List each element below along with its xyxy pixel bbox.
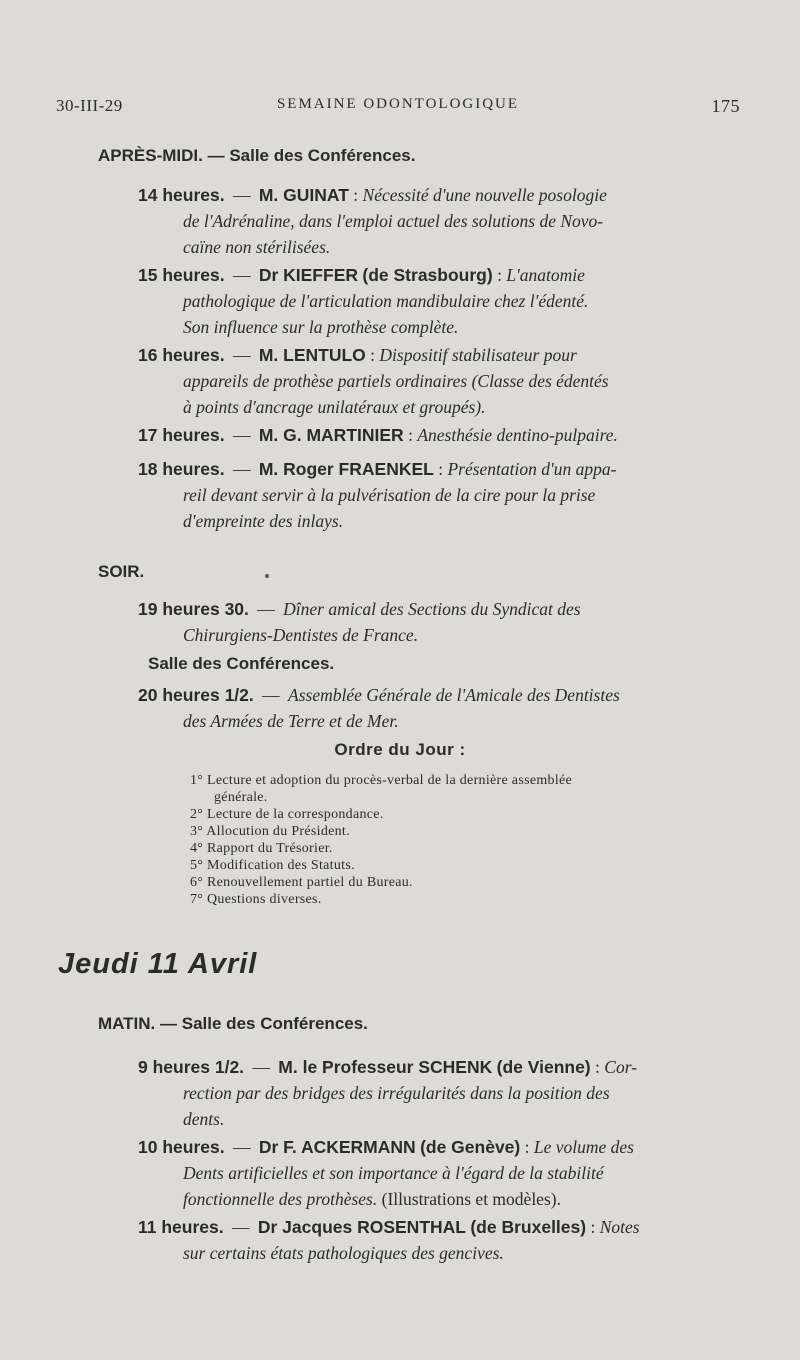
entry-title-line: reil devant servir à la pulvérisation de la cire pour la prise	[183, 485, 596, 505]
entry-speaker: M. G. MARTINIER	[258, 425, 404, 445]
entry-time: 10 heures.	[138, 1137, 225, 1157]
entry-title-line: d'empreinte des inlays.	[183, 511, 344, 531]
agenda-text: générale.	[214, 790, 268, 805]
agenda-item	[190, 874, 760, 891]
entry-colon: :	[524, 1137, 530, 1157]
entry-affiliation: (de Vienne)	[496, 1057, 591, 1077]
page-number: 175	[711, 96, 740, 116]
program-entry: 20 heures 1/2. — Assemblée Générale de l'Amicale des Dentistes des Armées de Terre et de Mer.	[138, 682, 743, 734]
agenda-number: 6°	[190, 875, 204, 890]
agenda-list	[190, 772, 760, 908]
entry-title-line: sur certains états pathologiques des gencives.	[183, 1243, 504, 1263]
agenda-text: Modification des Statuts.	[207, 858, 355, 873]
entry-title-line: Notes	[599, 1217, 640, 1237]
entry-title-line: pathologique de l'articulation mandibulaire chez l'édenté.	[183, 291, 589, 311]
program-entry: 17 heures. — M. G. MARTINIER : Anesthésie dentino-pulpaire.	[138, 425, 618, 445]
running-head	[56, 96, 740, 120]
entry-speaker: Dr KIEFFER	[258, 265, 359, 285]
entry-title-line: Le volume des	[533, 1137, 634, 1157]
agenda-text: Lecture et adoption du procès-verbal de la dernière assemblée	[207, 773, 573, 788]
entry-affiliation: (de Bruxelles)	[470, 1217, 587, 1237]
entry-title-line: Dispositif stabilisateur pour	[379, 345, 577, 365]
agenda-text: Rapport du Trésorier.	[207, 841, 333, 856]
entry-time: 19 heures 30.	[138, 599, 249, 619]
agenda-item	[190, 857, 760, 874]
entry-suffix: (Illustrations et modèles).	[381, 1189, 561, 1209]
entry-title-line: Assemblée Générale de l'Amicale des Dentistes	[288, 685, 620, 705]
agenda-item	[190, 772, 760, 806]
entry-time: 20 heures 1/2.	[138, 685, 254, 705]
program-entry: 18 heures. — M. Roger FRAENKEL : Présentation d'un appa- reil devant servir à la pulvérisation de la cire pour la prise d'empreinte des inlays.	[138, 456, 743, 534]
entry-time: 18 heures.	[138, 459, 225, 479]
entry-colon: :	[497, 265, 502, 285]
agenda-item	[190, 840, 760, 857]
section-room: Salle des Conférences.	[181, 1014, 368, 1033]
entry-colon: :	[370, 345, 376, 365]
entry-speaker: Dr Jacques ROSENTHAL	[257, 1217, 466, 1237]
entry-title-line: à points d'ancrage unilatéraux et groupés).	[183, 397, 486, 417]
entry-affiliation: (de Strasbourg)	[362, 265, 493, 285]
agenda-text: Lecture de la correspondance.	[207, 807, 384, 822]
entry-time: 17 heures.	[138, 425, 225, 445]
agenda-number: 5°	[190, 858, 204, 873]
entry-title-line: appareils de prothèse partiels ordinaires (Classe des édentés	[183, 371, 609, 391]
entry-title-line: de l'Adrénaline, dans l'emploi actuel des solutions de Novo-	[183, 211, 604, 231]
program-entry: 11 heures. — Dr Jacques ROSENTHAL (de Bruxelles) : Notes sur certains états pathologiques des gencives.	[138, 1214, 743, 1266]
header-journal: SEMAINE ODONTOLOGIQUE	[276, 96, 520, 112]
entry-title-line: Dents artificielles et son importance à l'égard de la stabilité	[183, 1163, 604, 1183]
entry-title-line: des Armées de Terre et de Mer.	[183, 711, 399, 731]
entry-title-line: L'anatomie	[506, 265, 585, 285]
entry-title-line: Anesthésie dentino-pulpaire.	[417, 425, 618, 445]
header-date: 30-III-29	[56, 96, 123, 115]
entry-speaker: M. LENTULO	[258, 345, 366, 365]
entry-time: 16 heures.	[138, 345, 225, 365]
entry-title-line: Présentation d'un appa-	[447, 459, 617, 479]
entry-colon: :	[438, 459, 444, 479]
agenda-item	[190, 891, 760, 908]
section-dash: —	[207, 146, 225, 165]
section-matin	[98, 1014, 368, 1034]
decorative-dot	[265, 574, 269, 578]
program-entry: 19 heures 30. — Dîner amical des Sections du Syndicat des Chirurgiens-Dentistes de France.	[138, 596, 743, 648]
agenda-number: 1°	[190, 773, 204, 788]
program-entry: 9 heures 1/2. — M. le Professeur SCHENK (de Vienne) : Cor- rection par des bridges des irrégularités dans la position des dents.	[138, 1054, 743, 1132]
agenda-number: 4°	[190, 841, 204, 856]
section-apres-midi	[98, 146, 415, 166]
entry-title-line: Dîner amical des Sections du Syndicat des	[283, 599, 581, 619]
program-entry: 16 heures. — M. LENTULO : Dispositif stabilisateur pour appareils de prothèse partiels ordinaires (Classe des édentés à points d'ancrage unilatéraux et groupés).	[138, 342, 743, 420]
entry-time: 15 heures.	[138, 265, 225, 285]
entry-title-line: fonctionnelle des prothèses.	[183, 1189, 378, 1209]
entry-colon: :	[595, 1057, 600, 1077]
entry-speaker: M. Roger FRAENKEL	[258, 459, 434, 479]
program-entry: 10 heures. — Dr F. ACKERMANN (de Genève) : Le volume des Dents artificielles et son importance à l'égard de la stabilité fonctionnelle des prothèses. (Illustrations et modèles).	[138, 1134, 743, 1212]
agenda-item	[190, 823, 760, 840]
entry-title-line: Chirurgiens-Dentistes de France.	[183, 625, 419, 645]
section-label: MATIN.	[98, 1014, 156, 1033]
agenda-text: Questions diverses.	[207, 892, 322, 907]
agenda-text: Allocution du Président.	[206, 824, 350, 839]
entry-speaker: Dr F. ACKERMANN	[258, 1137, 416, 1157]
section-room: Salle des Conférences.	[229, 146, 416, 165]
entry-speaker: M. le Professeur SCHENK	[278, 1057, 493, 1077]
entry-colon: :	[590, 1217, 596, 1237]
program-entry: 14 heures. — M. GUINAT : Nécessité d'une nouvelle posologie de l'Adrénaline, dans l'emploi actuel des solutions de Novo- caïne non stérilisées.	[138, 182, 743, 260]
room-subheading: Salle des Conférences.	[148, 654, 335, 673]
section-dash: —	[160, 1014, 178, 1033]
day-title: Jeudi 11 Avril	[58, 948, 258, 980]
ordre-du-jour-heading: Ordre du Jour :	[334, 740, 466, 759]
entry-title-line: Cor-	[604, 1057, 637, 1077]
agenda-number: 3°	[190, 824, 204, 839]
entry-time: 11 heures.	[138, 1217, 224, 1237]
entry-title-line: Son influence sur la prothèse complète.	[183, 317, 459, 337]
entry-title-line: rection par des bridges des irrégularités dans la position des	[183, 1083, 610, 1103]
section-soir: SOIR.	[98, 562, 145, 581]
entry-title-line: caïne non stérilisées.	[183, 237, 331, 257]
agenda-text: Renouvellement partiel du Bureau.	[207, 875, 413, 890]
entry-title-line: dents.	[183, 1109, 225, 1129]
entry-colon: :	[408, 425, 413, 445]
agenda-number: 7°	[190, 892, 204, 907]
entry-colon: :	[353, 185, 359, 205]
entry-time: 14 heures.	[138, 185, 225, 205]
entry-affiliation: (de Genève)	[420, 1137, 521, 1157]
entry-title-line: Nécessité d'une nouvelle posologie	[362, 185, 607, 205]
program-entry: 15 heures. — Dr KIEFFER (de Strasbourg) : L'anatomie pathologique de l'articulation mandibulaire chez l'édenté. Son influence sur la prothèse complète.	[138, 262, 743, 340]
section-label: APRÈS-MIDI.	[98, 146, 203, 165]
entry-speaker: M. GUINAT	[258, 185, 349, 205]
agenda-number: 2°	[190, 807, 204, 822]
agenda-item	[190, 806, 760, 823]
entry-time: 9 heures 1/2.	[138, 1057, 245, 1077]
